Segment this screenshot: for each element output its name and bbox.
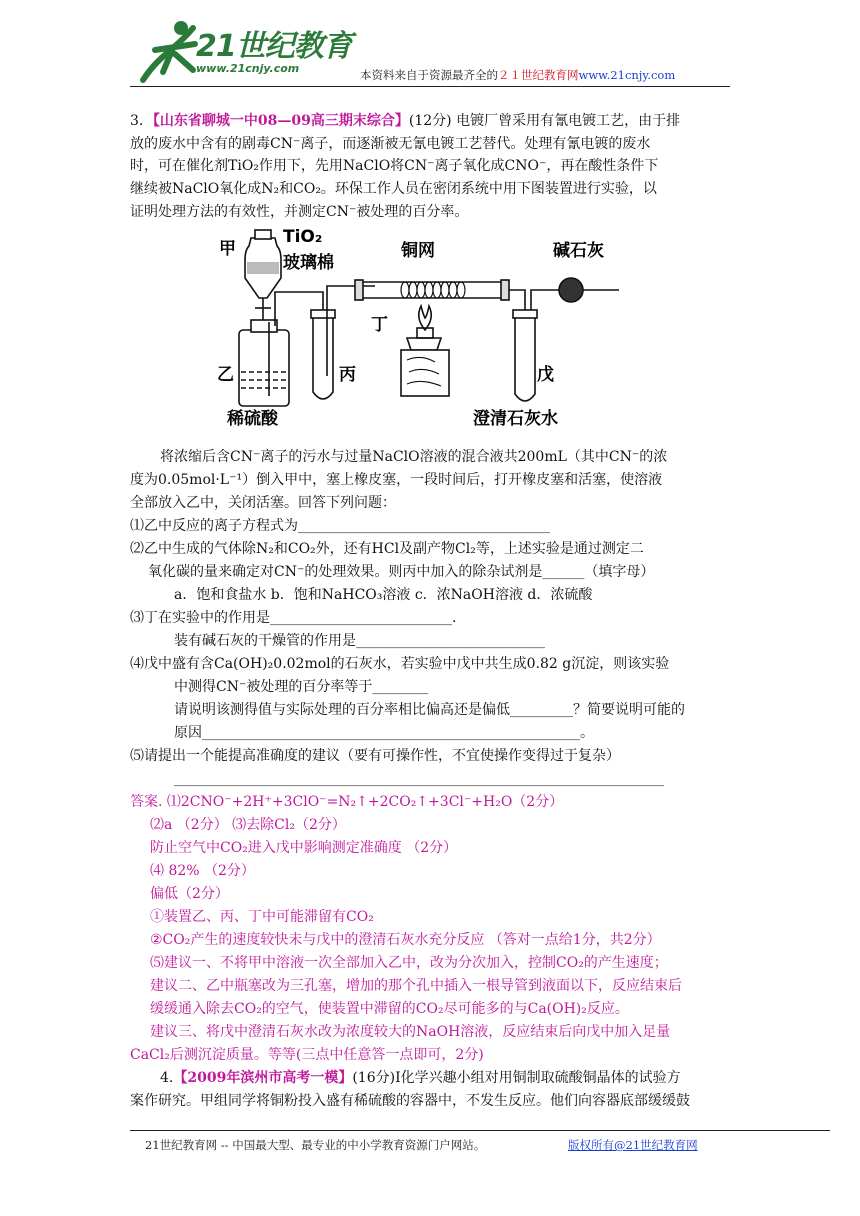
answer-line-4: ⑷ 82% （2分） <box>150 863 255 879</box>
burner-flame <box>419 306 432 330</box>
q3-text-1: (12分) 电镀厂曾采用有氰电镀工艺，由于排 <box>408 113 681 129</box>
logo-text: 21世纪教育 <box>196 29 352 64</box>
question-4-line-2: 中测得CN⁻被处理的百分率等于________ <box>174 679 429 695</box>
bottle-yi <box>239 330 289 406</box>
q4-source: 【2009年滨州市高考一模】 <box>173 1070 353 1086</box>
q3-source: 【山东省聊城一中08—09高三期末综合】 <box>152 113 409 129</box>
answer-line-8: ⑸建议一、不将甲中溶液一次全部加入乙中，改为分次加入，控制CO₂的产生速度； <box>150 955 668 971</box>
question-3-line-1: ⑶丁在实验中的作用是__________________________. <box>130 610 457 626</box>
question-3-line-2: 装有碱石灰的干燥管的作用是___________________________ <box>174 633 545 649</box>
q3-line-1 <box>130 110 730 133</box>
burner <box>407 338 441 350</box>
tube-wu <box>515 314 535 401</box>
label-tio2: TiO₂ <box>283 227 323 247</box>
q3-line-3: 时，可在催化剂TiO₂作用下，先用NaClO将CN⁻离子氧化成CNO⁻，再在酸性条件下 <box>130 158 659 174</box>
answer-line-1: 答案. ⑴2CNO⁻+2H⁺+3ClO⁻=N₂↑+2CO₂↑+3Cl⁻+H₂O（2分） <box>130 794 564 810</box>
label-jia: 甲 <box>219 239 236 259</box>
body-line-1: 将浓缩后含CN⁻离子的污水与过量NaClO溶液的混合液共200mL（其中CN⁻的浓 <box>160 449 668 465</box>
answer-line-7: ②CO₂产生的速度较快未与戊中的澄清石灰水充分反应 （答对一点给1分，共2分） <box>150 932 661 948</box>
answer-line-2: ⑵a （2分） ⑶去除Cl₂（2分） <box>150 817 346 833</box>
q3-line-2: 放的废水中含有的剧毒CN⁻离子，而逐渐被无氰电镀工艺替代。处理有氰电镀的废水 <box>130 136 651 152</box>
label-bing: 丙 <box>339 365 356 385</box>
apparatus-diagram <box>215 226 635 436</box>
question-1: ⑴乙中反应的离子方程式为____________________________________ <box>130 518 550 534</box>
q3-number: 3． <box>130 113 153 129</box>
label-yi: 乙 <box>217 365 234 385</box>
q4-number: 4. <box>160 1070 174 1086</box>
q4-line-1 <box>160 1067 730 1090</box>
footer-divider <box>130 1130 830 1131</box>
header-divider <box>130 86 730 87</box>
header-url-link[interactable]: www.21cnjy.com <box>578 68 676 82</box>
soda-lime-tube <box>559 278 583 302</box>
question-2-line-2: 氧化碳的量来确定对CN⁻的处理效果。则丙中加入的除杂试剂是______（填字母） <box>148 564 655 580</box>
q3-line-5: 证明处理方法的有效性，并测定CN⁻被处理的百分率。 <box>130 204 469 220</box>
label-dilute-acid: 稀硫酸 <box>227 409 278 429</box>
q3-line-4: 继续被NaClO氧化成N₂和CO₂。环保工作人员在密闭系统中用下图装置进行实验，以 <box>130 181 657 197</box>
label-glass-wool: 玻璃棉 <box>283 253 334 273</box>
funnel-stopper <box>255 230 271 239</box>
question-2-options: a．饱和食盐水 b．饱和NaHCO₃溶液 c．浓NaOH溶液 d．浓硫酸 <box>174 587 593 603</box>
question-4-line-4: 原因______________________________________________________。 <box>174 725 594 741</box>
answer-line-10: 缓缓通入除去CO₂的空气，使装置中滞留的CO₂尽可能多的与Ca(OH)₂反应。 <box>150 1001 629 1017</box>
body-line-2: 度为0.05mol·L⁻¹）倒入甲中，塞上橡皮塞，一段时间后，打开橡皮塞和活塞，使溶液 <box>130 472 663 488</box>
answer-line-9: 建议二、乙中瓶塞改为三孔塞，增加的那个孔中插入一根导管到液面以下，反应结束后 <box>150 978 682 994</box>
answer-line-5: 偏低（2分） <box>150 886 229 902</box>
label-wu: 戊 <box>537 365 554 385</box>
footer-text: 21世纪教育网 -- 中国最大型、最专业的中小学教育资源门户网站。 <box>145 1138 486 1152</box>
answer-line-3: 防止空气中CO₂进入戊中影响测定准确度 （2分） <box>150 840 458 856</box>
question-5-answer-line: ______________________________________________________________________ <box>174 771 664 787</box>
q4-text-1: (16分)Ⅰ化学兴趣小组对用铜制取硫酸铜晶体的试验方 <box>352 1070 681 1086</box>
label-soda-lime: 碱石灰 <box>553 241 604 261</box>
q4-line-2: 案作研究。甲组同学将铜粉投入盛有稀硫酸的容器中，不发生反应。他们向容器底部缓缓鼓 <box>130 1093 690 1109</box>
answer-line-6: ①装置乙、丙、丁中可能滞留有CO₂ <box>150 909 374 925</box>
burner-stand <box>401 350 449 396</box>
question-4-line-1: ⑷戊中盛有含Ca(OH)₂0.02mol的石灰水，若实验中戊中共生成0.82 g沉淀，则该实验 <box>130 656 670 672</box>
label-ding: 丁 <box>371 315 388 335</box>
header-banner <box>360 67 675 83</box>
question-4-line-3: 请说明该测得值与实际处理的百分率相比偏高还是偏低_________？简要说明可能的 <box>174 702 685 718</box>
answer-line-11: 建议三、将戊中澄清石灰水改为浓度较大的NaOH溶液，反应结束后向戊中加入足量 <box>150 1024 671 1040</box>
answer-line-12: CaCl₂后测沉淀质量。等等(三点中任意答一点即可，2分) <box>130 1047 484 1063</box>
body-line-3: 全部放入乙中，关闭活塞。回答下列问题： <box>130 495 396 511</box>
footer-copyright-link[interactable]: 版权所有@21世纪教育网 <box>568 1138 698 1152</box>
tube-bing <box>313 314 333 399</box>
header-prefix: 本资料来自于资源最齐全的 <box>360 68 498 82</box>
header-site-link[interactable]: ２１世纪教育网 <box>498 68 579 82</box>
question-5-line-1: ⑸请提出一个能提高准确度的建议（要有可操作性，不宜使操作变得过于复杂） <box>130 748 620 764</box>
logo-url: www.21cnjy.com <box>196 62 300 75</box>
label-limewater: 澄清石灰水 <box>473 409 558 429</box>
label-copper-mesh: 铜网 <box>401 241 435 261</box>
question-2-line-1: ⑵乙中生成的气体除N₂和CO₂外，还有HCl及副产物Cl₂等，上述实验是通过测定二 <box>130 541 644 557</box>
